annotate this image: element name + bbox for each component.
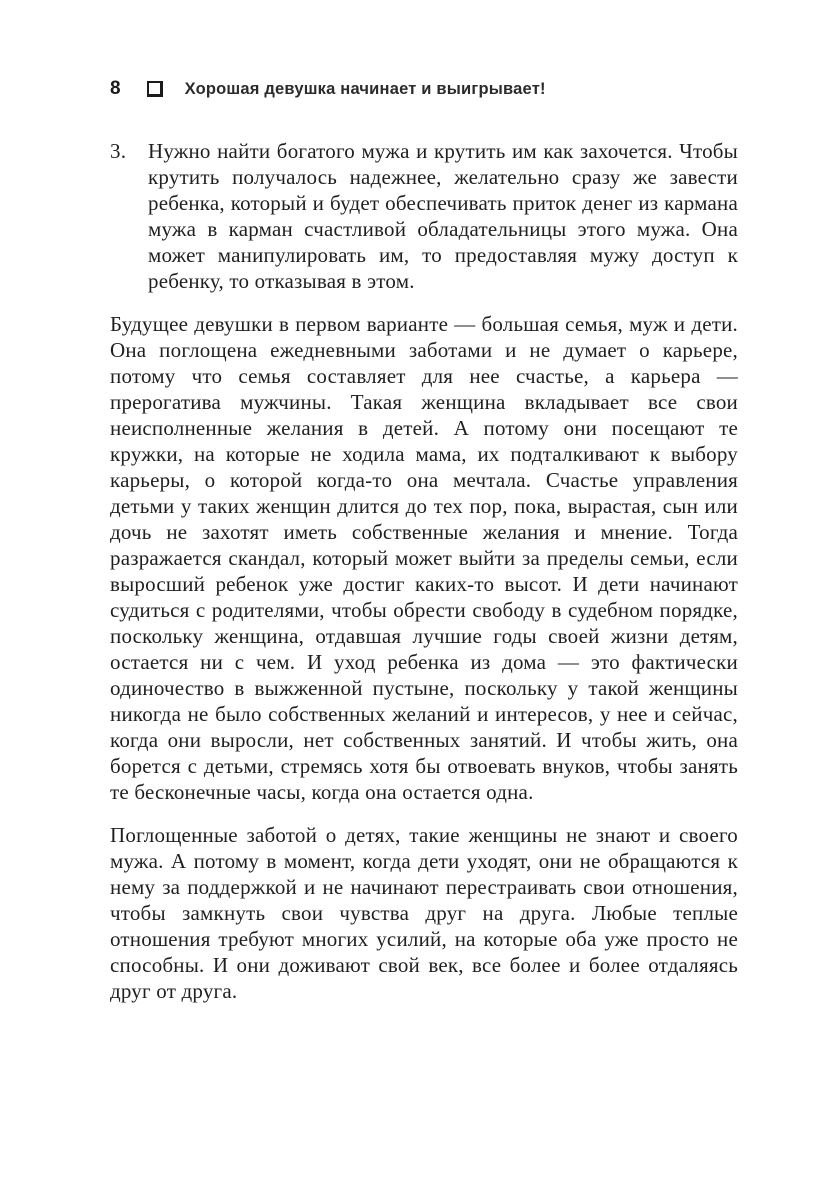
running-title: Хорошая девушка начинает и выигрывает!	[184, 79, 546, 98]
body-paragraph: Поглощенные заботой о детях, такие женщины не знают и своего мужа. А потому в момент, когда дети уходят, они не обращаются к нему за поддержкой и не начинают перестраивать свои отношения, чтобы замкнуть свои чувства друг на друга. Любые теплые отношения требуют многих усилий, на которые оба уже просто не способны. И они доживают свой век, все более и более отдаляясь друг от друга.	[110, 823, 738, 1003]
square-bullet-icon	[147, 81, 163, 97]
page-content	[110, 138, 738, 1004]
running-header	[110, 78, 737, 100]
body-paragraph: Будущее девушки в первом варианте — большая семья, муж и дети. Она поглощена ежедневными заботами и не думает о карьере, потому что семья составляет для нее счастье, а карьера — прерогатива мужчины. Такая женщина вкладывает все свои неисполненные желания в детей. А потому они посещают те кружки, на которые не ходила мама, их подталкивают к выбору карьеры, о которой когда-то она мечтала. Счастье управления детьми у таких женщин длится до тех пор, пока, вырастая, сын или дочь не захотят иметь собственные желания и мнение. Тогда разражается скандал, который может выйти за пределы семьи, если выросший ребенок уже достиг каких-то высот. И дети начинают судиться с родителями, чтобы обрести свободу в судебном порядке, поскольку женщина, отдавшая лучшие годы своей жизни детям, остается ни с чем. И уход ребенка из дома — это фактически одиночество в выжженной пустыне, поскольку у такой женщины никогда не было собственных желаний и интересов, у нее и сейчас, когда они выросли, нет собственных занятий. И чтобы жить, она борется с детьми, стремясь хотя бы отвоевать внуков, чтобы занять те бесконечные часы, когда она остается одна.	[110, 312, 738, 804]
list-item-marker: 3.	[110, 139, 127, 163]
numbered-list-item	[110, 138, 738, 294]
page-number: 8	[110, 78, 121, 99]
list-item-text: Нужно найти богатого мужа и крутить им как захочется. Чтобы крутить получалось надежнее, желательно сразу же завести ребенка, который и будет обеспечивать приток денег из кармана мужа в карман счастливой обладательницы этого мужа. Она может манипулировать им, то предоставляя мужу доступ к ребенку, то отказывая в этом.	[148, 139, 738, 293]
